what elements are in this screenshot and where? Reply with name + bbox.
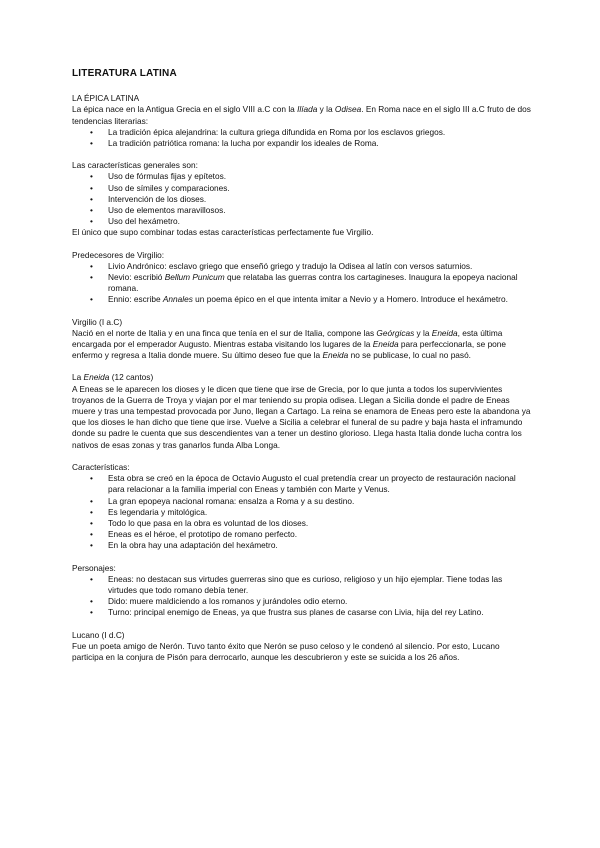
list-item: • Dido: muere maldiciendo a los romanos y jurándoles odio eterno. — [108, 596, 532, 607]
list-item: • Uso de fórmulas fijas y epítetos. — [108, 171, 532, 182]
virgilio-heading: Virgilio (I a.C) — [72, 316, 123, 327]
epica-heading: LA ÉPICA LATINA — [72, 93, 140, 104]
caracteristicas-heading: Las características generales son: — [72, 160, 198, 171]
caracteristicas-list — [72, 171, 532, 227]
list-item: • En la obra hay una adaptación del hexámetro. — [108, 540, 532, 551]
personajes-heading: Personajes: — [72, 562, 116, 573]
list-item: • Eneas es el héroe, el prototipo de romano perfecto. — [108, 529, 532, 540]
caracteristicas-conclusion: El único que supo combinar todas estas características perfectamente fue Virgilio. — [72, 227, 374, 238]
eneida-caracteristicas-list — [72, 473, 532, 551]
predecesores-heading: Predecesores de Virgilio: — [72, 249, 165, 260]
predecesores-list — [72, 261, 532, 306]
list-item: • Es legendaria y mitológica. — [108, 507, 532, 518]
list-item: • Turno: principal enemigo de Eneas, ya que frustra sus planes de casarse con Livia, hija del rey Latino. — [108, 607, 532, 618]
list-item: • Eneas: no destacan sus virtudes guerreras sino que es curioso, religioso y un hijo ejemplar. Tiene todas las virtudes que todo romano debía tener. — [108, 574, 532, 596]
list-item: • La tradición patriótica romana: la lucha por expandir los ideales de Roma. — [108, 138, 532, 149]
list-item: • Uso del hexámetro. — [108, 216, 532, 227]
personajes-list — [72, 574, 532, 619]
lucano-heading: Lucano (I d.C) — [72, 629, 125, 640]
eneida-resumen: A Eneas se le aparecen los dioses y le dicen que tiene que irse de Grecia, por lo que junta a todos los supervivientes troyanos de la Guerra de Troya y viajan por el mar teniendo su propia odisea. Llegan a Sicilia donde el padre de Eneas muere y tras una tempestad provocada por Juno, llegan a Cartago. La reina se enamora de Eneas pero este la abandona ya que los dioses le han dicho que tiene que irse. Vuelve a Sicilia a celebrar el funeral de su padre y baja hasta el inframundo donde su padre le cuenta que sus descendientes van a tener un destino glorioso. Llega hasta Italia donde lucha contra los nativos de esas zonas y tras ganarlos funda Alba Longa. — [72, 383, 531, 450]
list-item: • Esta obra se creó en la época de Octavio Augusto el cual pretendía crear un proyecto de restauración nacional para relacionar a la familia imperial con Eneas y también con Marte y Venus. — [108, 473, 532, 495]
list-item: • Uso de elementos maravillosos. — [108, 205, 532, 216]
document-title: LITERATURA LATINA — [72, 68, 177, 79]
list-item: • La gran epopeya nacional romana: ensalza a Roma y a su destino. — [108, 496, 532, 507]
lucano-paragraph: Fue un poeta amigo de Nerón. Tuvo tanto éxito que Nerón se puso celoso y le condenó al silencio. Por esto, Lucano participa en la conjura de Pisón para derrocarlo, aunque les descubrieron y este se suicida a los 26 años. — [72, 640, 500, 662]
list-item: • Livio Andrónico: esclavo griego que enseñó griego y tradujo la Odisea al latín con versos saturnios. — [108, 261, 532, 272]
document-page — [72, 68, 532, 663]
list-item: • Intervención de los dioses. — [108, 194, 532, 205]
eneida-caracteristicas-heading: Características: — [72, 461, 130, 472]
virgilio-paragraph: Nació en el norte de Italia y en una finca que tenía en el sur de Italia, compone las Geórgicas y la Eneida, esta última encargada por el emperador Augusto. Mientras estaba visitando los lugares de la Eneida para perfeccionarla, se pone enfermo y regresa a Italia donde muere. Su último deseo fue que la Eneida no se publicase, lo cual no pasó. — [72, 327, 507, 361]
list-item: • Ennio: escribe Annales un poema épico en el que intenta imitar a Nevio y a Homero. Introduce el hexámetro. — [108, 294, 532, 305]
tendencias-list — [72, 127, 532, 149]
list-item: • Uso de símiles y comparaciones. — [108, 183, 532, 194]
epica-intro: La épica nace en la Antigua Grecia en el siglo VIII a.C con la Ilíada y la Odisea. En Roma nace en el siglo III a.C fruto de dos tendencias literarias: — [72, 104, 531, 126]
list-item: • Nevio: escribió Bellum Punicum que relataba las guerras contra los cartagineses. Inaugura la epopeya nacional romana. — [108, 272, 532, 294]
list-item: • Todo lo que pasa en la obra es voluntad de los dioses. — [108, 518, 532, 529]
list-item: • La tradición épica alejandrina: la cultura griega difundida en Roma por los esclavos griegos. — [108, 127, 532, 138]
eneida-heading: La Eneida (12 cantos) — [72, 372, 154, 383]
